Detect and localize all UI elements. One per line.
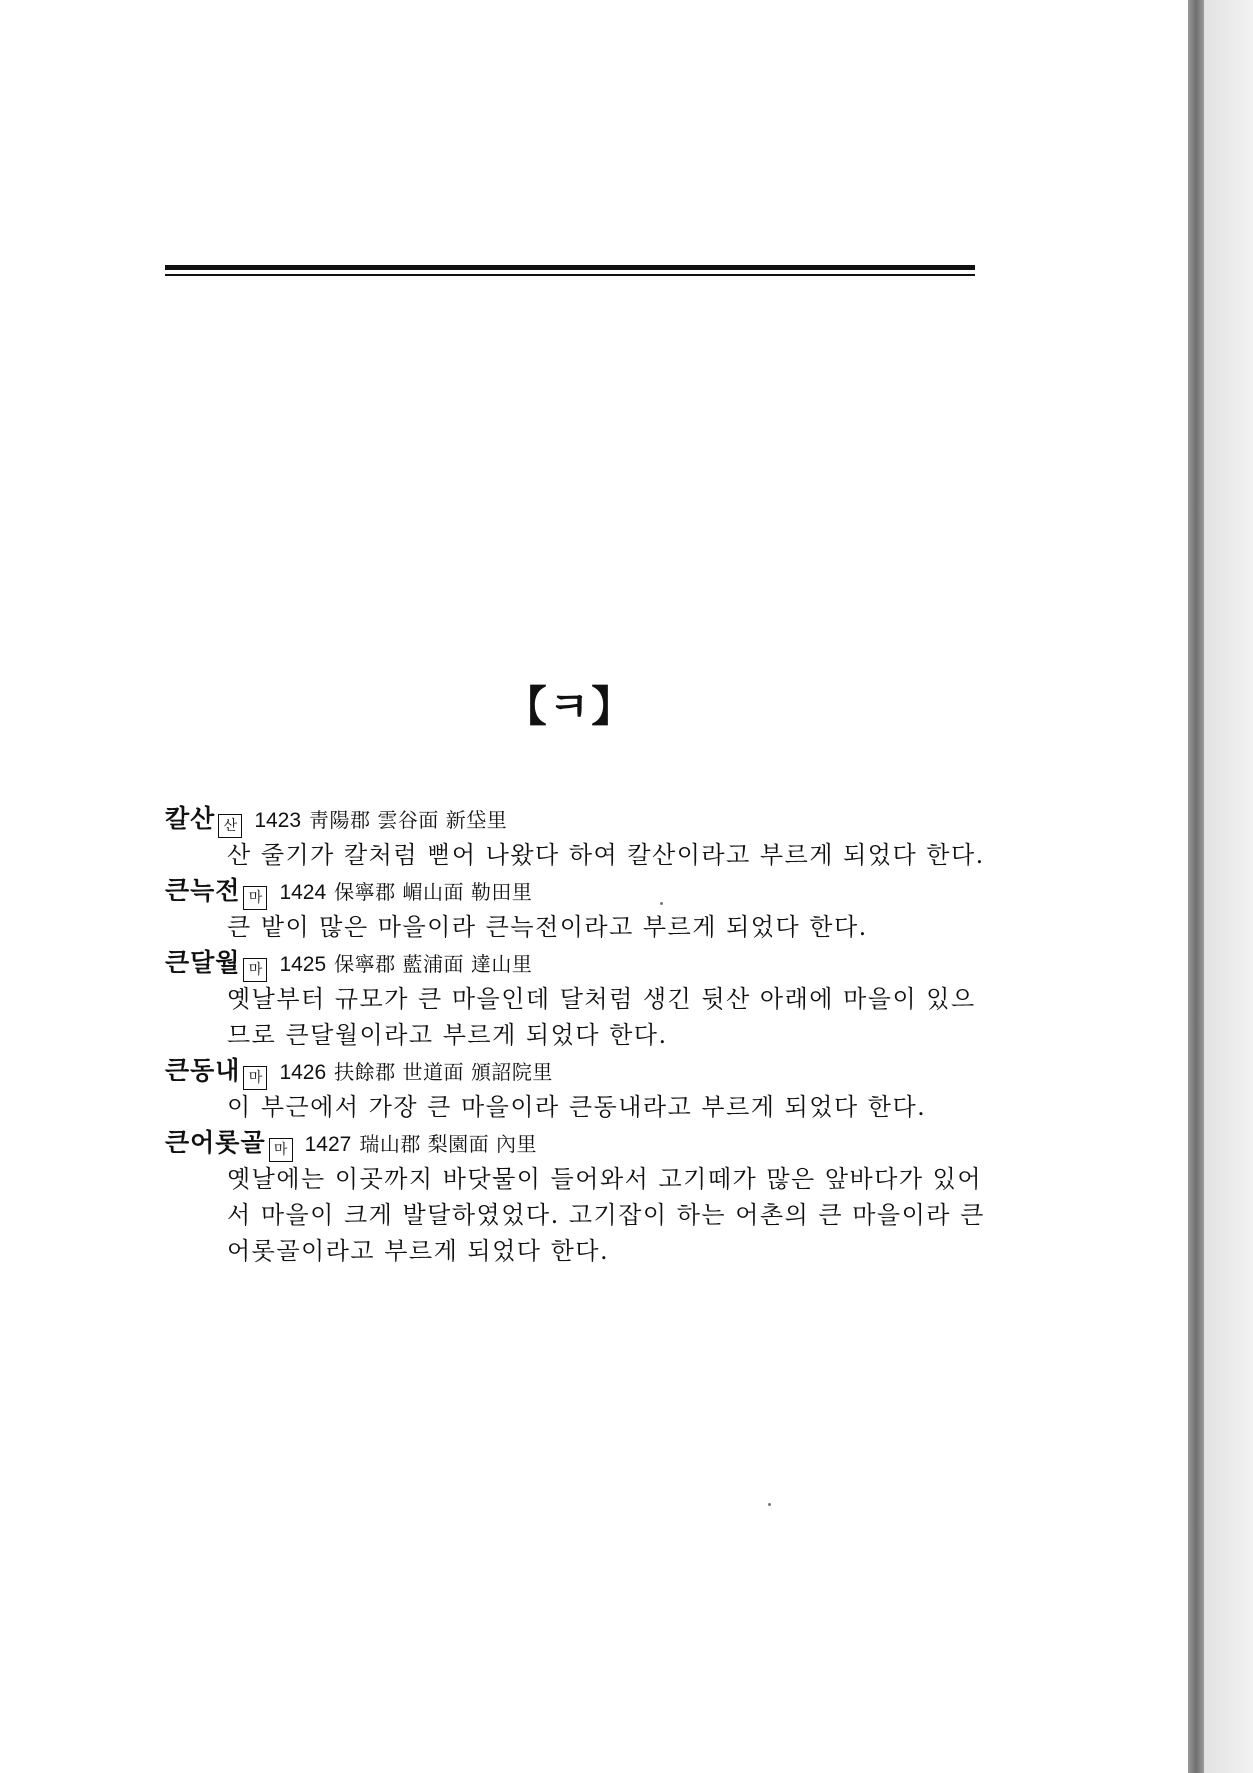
description-line: 므로 큰달월이라고 부르게 되었다 한다. xyxy=(227,1021,668,1049)
category-tag: 마 xyxy=(243,886,267,910)
entry-list xyxy=(165,801,985,1269)
entry-header xyxy=(165,801,985,837)
entry-location: 瑞山郡 梨園面 內里 xyxy=(359,1132,538,1156)
category-tag: 마 xyxy=(269,1138,293,1162)
entry-number: 1425 xyxy=(279,953,327,976)
description-line: 옛날에는 이곳까지 바닷물이 들어와서 고기떼가 많은 앞바다가 있어 xyxy=(227,1165,983,1193)
entry-number: 1426 xyxy=(279,1061,327,1084)
section-heading: 【ㅋ】 xyxy=(504,682,636,731)
entry-number: 1423 xyxy=(254,809,302,832)
category-tag: 마 xyxy=(243,1066,267,1090)
entry xyxy=(165,945,985,1053)
description-line: 큰 밭이 많은 마을이라 큰늑전이라고 부르게 되었다 한다. xyxy=(227,913,868,941)
scan-speck xyxy=(660,902,663,905)
entry-header xyxy=(165,1053,985,1089)
header-rule-thick xyxy=(165,265,975,270)
entry xyxy=(165,873,985,945)
entry-location: 保寧郡 嵋山面 勒田里 xyxy=(334,880,533,904)
entry xyxy=(165,1053,985,1125)
entry-location: 保寧郡 藍浦面 達山里 xyxy=(334,952,533,976)
entry-description xyxy=(227,837,987,873)
entry-header xyxy=(165,945,985,981)
entry-term: 큰어롯골 xyxy=(165,1128,266,1157)
description-line: 어롯골이라고 부르게 되었다 한다. xyxy=(227,1237,610,1265)
entry-number: 1427 xyxy=(304,1133,352,1156)
scan-speck xyxy=(768,1503,771,1506)
entry-description xyxy=(227,909,987,945)
entry-term: 큰동내 xyxy=(165,1056,241,1085)
entry-location: 靑陽郡 雲谷面 新垈里 xyxy=(309,808,508,832)
entry-term: 큰늑전 xyxy=(165,876,241,905)
entry-location: 扶餘郡 世道面 頒詔院里 xyxy=(334,1060,553,1084)
entry-number: 1424 xyxy=(279,881,327,904)
entry-description xyxy=(227,981,987,1053)
page-edge-margin xyxy=(1204,0,1253,1773)
entry-term: 칼산 xyxy=(165,804,216,833)
category-tag: 산 xyxy=(218,814,242,838)
entry xyxy=(165,1125,985,1269)
header-rule-thin xyxy=(165,274,975,276)
entry-header xyxy=(165,1125,985,1161)
category-tag: 마 xyxy=(243,958,267,982)
description-line: 옛날부터 규모가 큰 마을인데 달처럼 생긴 뒷산 아래에 마을이 있으 xyxy=(227,985,976,1013)
entry-header xyxy=(165,873,985,909)
description-line: 이 부근에서 가장 큰 마을이라 큰동내라고 부르게 되었다 한다. xyxy=(227,1093,927,1121)
entry-description xyxy=(227,1089,987,1125)
entry xyxy=(165,801,985,873)
description-line: 서 마을이 크게 발달하였었다. 고기잡이 하는 어촌의 큰 마을이라 큰 xyxy=(227,1201,985,1229)
entry-term: 큰달월 xyxy=(165,948,241,977)
description-line: 산 줄기가 칼처럼 뻗어 나왔다 하여 칼산이라고 부르게 되었다 한다. xyxy=(227,841,985,869)
entry-description xyxy=(227,1161,987,1269)
page-edge-shadow xyxy=(1188,0,1204,1773)
